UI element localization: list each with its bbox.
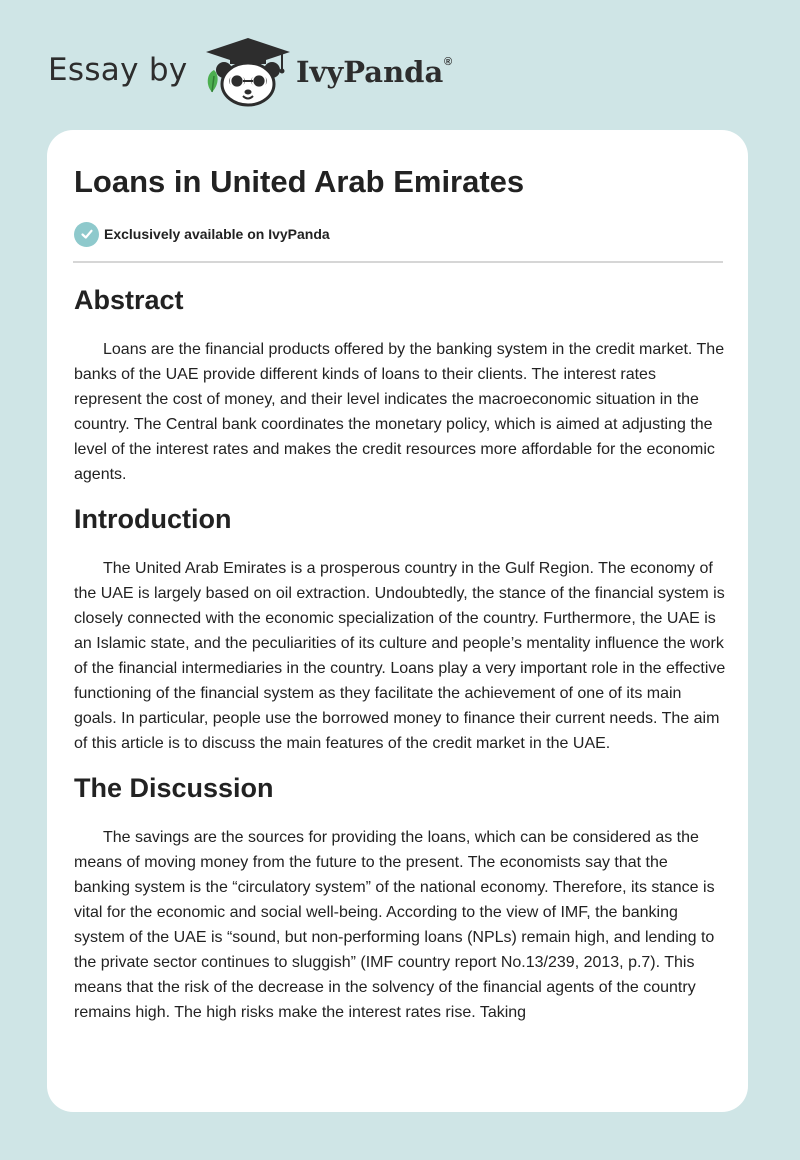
section-heading: The Discussion (74, 773, 274, 803)
section-paragraph: The United Arab Emirates is a prosperous country in the Gulf Region. The economy of the UAE is largely based on oil extraction. Undoubtedly, the stance of the financial system is closely connected with the economic specialization of the country. Furthermore, the UAE is an Islamic state, and the peculiarities of its culture and people’s mentality influence the work of the financial intermediaries in the country. Loans play a very important role in the effective functioning of the financial system as they facilitate the achievement of one of its main goals. In particular, people use the borrowed money to finance their current needs. The aim of this article is to discuss the main features of the credit market in the UAE. (74, 560, 726, 752)
page-title: Loans in United Arab Emirates (74, 164, 525, 199)
section-introduction (74, 501, 726, 756)
panda-graduate-icon[interactable] (202, 36, 294, 108)
essay-by-label: Essay by (48, 52, 188, 88)
divider (73, 261, 723, 263)
site-header (0, 0, 800, 130)
article-card (47, 130, 748, 1112)
exclusive-badge (74, 221, 330, 247)
exclusive-label: Exclusively available on IvyPanda (104, 226, 330, 242)
section-heading: Introduction (74, 504, 232, 534)
article-body (74, 282, 726, 1039)
section-heading: Abstract (74, 285, 184, 315)
section-abstract (74, 282, 726, 487)
checkmark-icon (74, 222, 99, 247)
section-paragraph: The savings are the sources for providing the loans, which can be considered as the means of moving money from the future to the present. The economists say that the banking system is the “circulatory system” of the national economy. Therefore, its stance is vital for the economic and social well-being. According to the view of IMF, the banking system of the UAE is “sound, but non-performing loans (NPLs) remain high, and lending to the private sector continues to sluggish” (IMF country report No.13/239, 2013, p.7). This means that the risk of the decrease in the solvency of the financial agents of the country remains high. The high risks make the interest rates rise. Taking (74, 829, 715, 1021)
brand-name[interactable]: IvyPanda (296, 55, 444, 89)
section-paragraph: Loans are the financial products offered by the banking system in the credit market. The banks of the UAE provide different kinds of loans to their clients. The interest rates represent the cost of money, and their level indicates the macroeconomic situation in the country. The Central bank coordinates the monetary policy, which is aimed at adjusting the level of the interest rates and makes the credit resources more affordable for the economic agents. (74, 341, 725, 483)
registered-mark: ® (444, 56, 453, 68)
section-discussion (74, 770, 726, 1025)
